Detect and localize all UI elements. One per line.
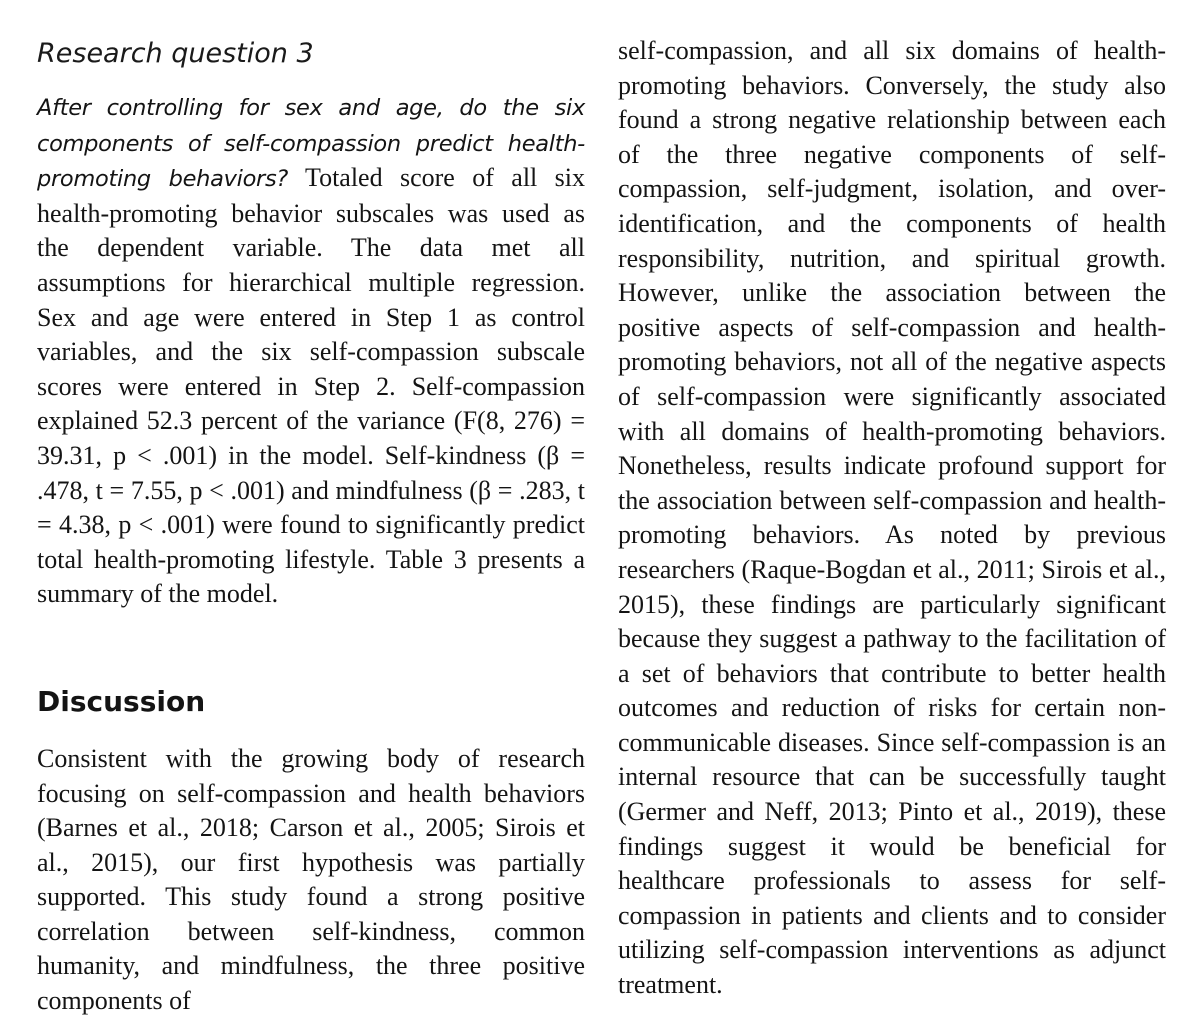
discussion-paragraph-continued: self-compassion, and all six domains of health-promoting behaviors. Conversely, the study also found a strong negative relationship between each of the three negative components of self-compassion, self-judgment, isolation, and over-identification, and the components of health responsibility, nutrition, and spiritual growth. However, unlike the association between the positive aspects of self-compassion and health-promoting behaviors, not all of the negative aspects of self-compassion were significantly associated with all domains of health-promoting behaviors. Nonetheless, results indicate profound support for the association between self-compassion and health-promoting behaviors. As noted by previous researchers (Raque-Bogdan et al., 2011; Sirois et al., 2015), these findings are particularly significant because they suggest a pathway to the facilitation of a set of behaviors that contribute to better health outcomes and reduction of risks for certain non-communicable diseases. Since self-compassion is an internal resource that can be successfully taught (Germer and Neff, 2013; Pinto et al., 2019), these findings suggest it would be beneficial for healthcare professionals to assess for self-compassion in patients and clients and to consider utilizing self-compassion interventions as adjunct treatment.	[618, 36, 1166, 1000]
right-column	[618, 34, 1166, 1003]
discussion-paragraph-start: Consistent with the growing body of research focusing on self-compassion and health behaviors (Barnes et al., 2018; Carson et al., 2005; Sirois et al., 2015), our first hypothesis was partially supported. This study found a strong positive correlation between self-kindness, common humanity, and mindfulness, the three positive components of	[37, 743, 585, 1016]
discussion-heading: Discussion	[37, 684, 206, 718]
research-question-3-paragraph	[37, 90, 585, 612]
left-column	[37, 34, 585, 1019]
research-question-text: After controlling for sex and age, do the six components of self-compassion predict health-promoting behaviors?	[37, 95, 585, 193]
research-question-results: Totaled score of all six health-promoting behavior subscales was used as the dependent variable. The data met all assumptions for hierarchical multiple regression. Sex and age were entered in Step 1 as control variables, and the six self-compassion subscale scores were entered in Step 2. Self-compassion explained 52.3 percent of the variance (F(8, 276) = 39.31, p < .001) in the model. Self-kindness (β = .478, t = 7.55, p < .001) and mindfulness (β = .283, t = 4.38, p < .001) were found to significantly predict total health-promoting lifestyle. Table 3 presents a summary of the model.	[37, 163, 586, 609]
research-question-3-heading: Research question 3	[37, 38, 314, 69]
